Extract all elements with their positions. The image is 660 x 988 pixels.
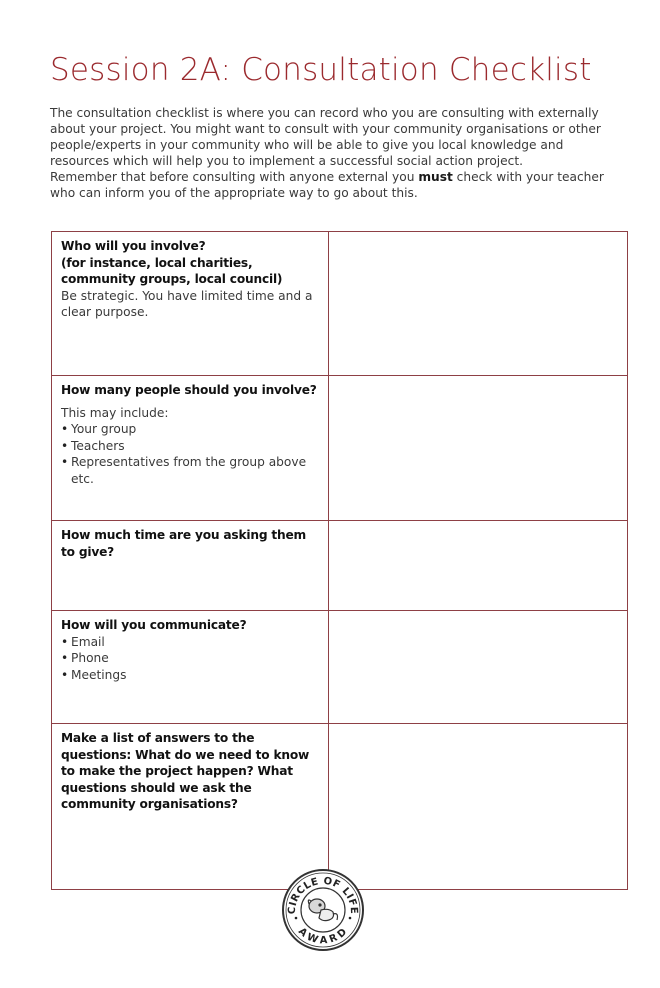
logo-bottom-text: AWARD	[296, 926, 350, 947]
intro-paragraph-1: The consultation checklist is where you can record who you are consulting with externally about your project. You might want to consult with your community organisations or other people/experts in your community who will be able to give you local knowledge and resources which will help you to implement a successful social action project.	[50, 106, 601, 168]
bullet-item: • Email	[61, 634, 320, 651]
question-body: Be strategic. You have limited time and a clear purpose.	[61, 288, 313, 319]
intro-paragraph-2	[50, 169, 620, 201]
answer-cell[interactable]	[329, 724, 628, 890]
question-heading: Who will you involve?	[61, 239, 206, 253]
bullet-item: • Representatives from the group above etc.	[61, 454, 320, 487]
checklist-row-communicate	[52, 611, 628, 724]
checklist-row-questions	[52, 724, 628, 890]
question-intro: This may include:	[61, 405, 169, 420]
answer-cell[interactable]	[329, 521, 628, 611]
bullet-item: • Your group	[61, 421, 320, 438]
checklist-row-time	[52, 521, 628, 611]
bullet-item: • Teachers	[61, 438, 320, 455]
question-cell	[52, 611, 329, 724]
page-title: Session 2A: Consultation Checklist	[50, 52, 592, 88]
question-cell	[52, 232, 329, 376]
answer-cell[interactable]	[329, 376, 628, 521]
bullet-list	[61, 421, 320, 487]
bullet-list	[61, 634, 320, 684]
bullet-item: • Phone	[61, 650, 320, 667]
intro-emphasis-must: must	[418, 170, 453, 184]
circle-of-life-award-logo	[281, 868, 365, 952]
bullet-item: • Meetings	[61, 667, 320, 684]
logo-top-text: CIRCLE OF LIFE	[286, 875, 360, 915]
consultation-checklist-table	[51, 231, 628, 890]
question-cell	[52, 724, 329, 890]
question-subheading: (for instance, local charities, community groups, local council)	[61, 255, 283, 286]
question-heading: How many people should you involve?	[61, 383, 317, 397]
intro-text	[50, 105, 620, 201]
intro-text-before: Remember that before consulting with anyone external you	[50, 170, 419, 184]
question-heading: Make a list of answers to the questions: What do we need to know to make the project happen? What questions should we ask the community organisations?	[61, 731, 310, 811]
checklist-row-who	[52, 232, 628, 376]
award-seal-icon	[281, 868, 365, 952]
question-heading: How will you communicate?	[61, 618, 247, 632]
question-heading: How much time are you asking them to give?	[61, 528, 307, 559]
answer-cell[interactable]	[329, 611, 628, 724]
question-cell	[52, 521, 329, 611]
checklist-row-how-many	[52, 376, 628, 521]
answer-cell[interactable]	[329, 232, 628, 376]
question-cell	[52, 376, 329, 521]
intro-text-after: check with your teacher who can inform you of the appropriate way to go about this.	[50, 170, 604, 200]
